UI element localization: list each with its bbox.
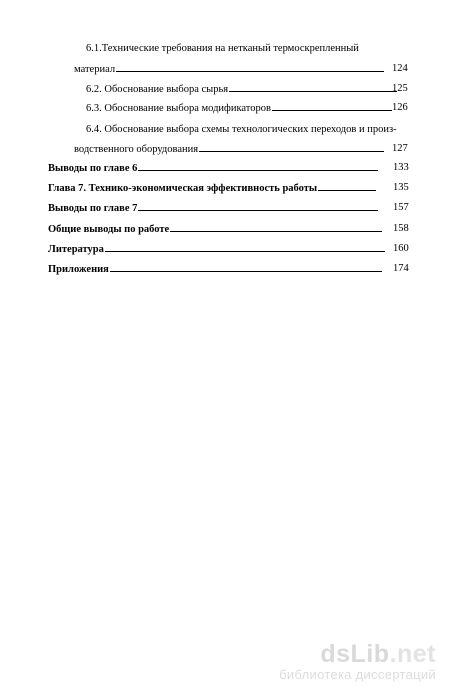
toc-entry-chapter-7[interactable] <box>48 181 377 195</box>
leader-line <box>318 181 376 191</box>
toc-page-number: 158 <box>393 223 409 234</box>
toc-page-number: 124 <box>392 63 408 74</box>
toc-entry-label: 6.2. Обоснование выбора сырья <box>86 84 229 95</box>
toc-entry-general-conclusions[interactable] <box>48 222 383 236</box>
toc-entry-references[interactable] <box>48 242 386 256</box>
leader-line <box>199 142 384 152</box>
toc-entry-conclusions-7[interactable] <box>48 201 379 215</box>
watermark-subtitle: библиотека диссертаций <box>279 667 436 682</box>
leader-line <box>272 101 392 111</box>
toc-page-number: 126 <box>392 102 408 113</box>
dslib-watermark <box>279 641 436 682</box>
toc-entry-label: 6.3. Обоснование выбора модификаторов <box>86 103 271 114</box>
leader-line <box>110 262 382 272</box>
watermark-logo <box>279 641 436 667</box>
toc-entry-appendices[interactable] <box>48 262 383 276</box>
toc-entry-6-4-line2[interactable] <box>74 142 385 156</box>
toc-entry-6-1-line1: 6.1.Технические требования на нетканый термоскрепленный <box>86 43 359 54</box>
toc-entry-label: Глава 7. Технико-экономическая эффективность работы <box>48 183 318 194</box>
leader-line <box>105 242 385 252</box>
toc-page-number: 174 <box>393 263 409 274</box>
toc-entry-6-1-line2[interactable] <box>74 62 385 76</box>
toc-entry-label: Литература <box>48 244 104 255</box>
toc-entry-6-3[interactable] <box>86 101 393 115</box>
toc-entry-6-2[interactable] <box>86 82 398 96</box>
toc-entry-label: Выводы по главе 7 <box>48 203 138 214</box>
toc-page-number: 160 <box>393 243 409 254</box>
toc-entry-label: Приложения <box>48 264 109 275</box>
leader-line <box>229 82 397 92</box>
toc-entry-label: Общие выводы по работе <box>48 224 170 235</box>
toc-entry-conclusions-6[interactable] <box>48 161 379 175</box>
leader-line <box>138 201 378 211</box>
watermark-logo-tld: .net <box>389 640 436 668</box>
toc-page-number: 133 <box>393 162 409 173</box>
toc-page-number: 157 <box>393 202 409 213</box>
toc-page-number: 125 <box>392 83 408 94</box>
toc-entry-6-4-line1: 6.4. Обоснование выбора схемы технологических переходов и произ- <box>86 124 397 135</box>
toc-page-number: 127 <box>392 143 408 154</box>
leader-line <box>116 62 384 72</box>
toc-entry-label: Выводы по главе 6 <box>48 163 138 174</box>
watermark-logo-main: dsLib <box>320 640 390 668</box>
leader-line <box>138 161 378 171</box>
leader-line <box>170 222 382 232</box>
toc-page-number: 135 <box>393 182 409 193</box>
toc-entry-label: водственного оборудования <box>74 144 199 155</box>
toc-entry-label: материал <box>74 64 116 75</box>
